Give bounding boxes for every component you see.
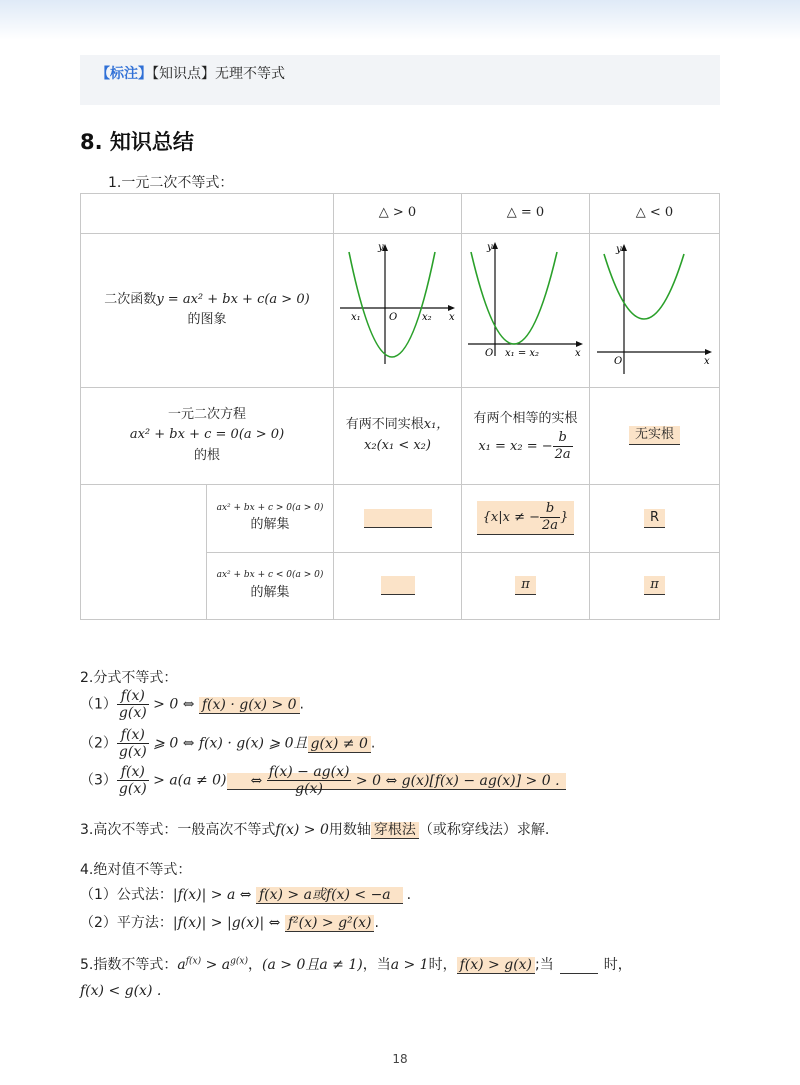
graph-cell-delta-positive [334, 234, 462, 388]
solution-lt-delta-positive [334, 552, 462, 619]
exponential-inequality-continuation: f(x) < g(x) . [80, 983, 162, 999]
parabola-two-roots-graph [335, 234, 461, 379]
solution-lt-label: ax² + bx + c < 0(a > 0) 的解集 [207, 552, 334, 619]
svg-text:x: x [703, 356, 710, 367]
solution-gt-label: ax² + bx + c > 0(a > 0) 的解集 [207, 484, 334, 552]
annotation-box [80, 55, 720, 105]
absolute-formula-answer: f(x) > a或f(x) < −a [256, 887, 403, 904]
fraction-rule-2: （2） $\frac{f(x)}{g(x)}$ ⩾ 0 ⇔ f(x) · g(x) ⩾ 0且 g(x) ≠ 0 . [80, 727, 376, 760]
solution-gt-delta-positive [334, 484, 462, 552]
solution-lt-delta-zero: π [462, 552, 590, 619]
fraction-rule-3-answer: ⇔ $\frac{f(x) - ag(x)}{g(x)}$ > 0 ⇔ g(x)[f(x) − ag(x)] > 0 . [227, 773, 566, 790]
section-title: 8. 知识总结 [80, 130, 194, 154]
table-row-graph [81, 234, 720, 388]
subsection-1-title: 1.一元二次不等式： [108, 175, 234, 191]
absolute-square-line: （2）平方法：|f(x)| > |g(x)| ⇔ f²(x) > g²(x) . [80, 915, 379, 931]
svg-text:x: x [448, 312, 455, 323]
graph-cell-delta-negative [590, 234, 720, 388]
svg-text:x₂: x₂ [421, 312, 432, 323]
svg-text:y: y [486, 242, 493, 253]
exponential-inequality-line: 5.指数不等式：$a^{f(x)} > a^{g(x)}$，(a > 0且a ≠ 1)，当a > 1时， f(x) > g(x) ;当 时， [80, 956, 632, 973]
solution-lt-delta-negative: π [590, 552, 720, 619]
root-crossing-method-answer: 穿根法 [371, 822, 419, 839]
roots-row-label: 一元二次方程 ax² + bx + c = 0(a > 0) 的根 [81, 387, 334, 484]
absolute-square-answer: f²(x) > g²(x) [285, 915, 375, 932]
header-delta-zero: △ = 0 [462, 194, 590, 234]
svg-text:x₁ = x₂: x₁ = x₂ [504, 348, 539, 359]
parabola-one-root-graph [463, 234, 589, 379]
annotation-tag: 【标注】 [96, 66, 152, 82]
solution-gt-delta-negative: R [590, 484, 720, 552]
svg-text:O: O [388, 312, 397, 323]
svg-text:x₁: x₁ [350, 312, 361, 323]
graph-row-label: 二次函数y = ax² + bx + c(a > 0) 的图象 [81, 234, 334, 388]
exponential-answer: f(x) > g(x) [457, 957, 535, 974]
roots-cell-delta-zero: 有两个相等的实根 x₁ = x₂ = − $\frac{b}{2a}$ [462, 387, 590, 484]
header-empty-cell [81, 194, 334, 234]
fraction-rule-2-answer: g(x) ≠ 0 [308, 736, 371, 753]
solution-gt-delta-zero: {x|x ≠ − $\frac{b}{2a}$ } [462, 484, 590, 552]
no-real-root-answer: 无实根 [629, 426, 680, 445]
svg-text:y: y [377, 242, 384, 253]
fraction-rule-1-answer: f(x) · g(x) > 0 [199, 697, 300, 714]
svg-text:O: O [613, 356, 622, 367]
high-order-inequality-line: 3.高次不等式：一般高次不等式f(x) > 0用数轴 穿根法 （或称穿线法）求解. [80, 822, 550, 838]
header-delta-positive: △ > 0 [334, 194, 462, 234]
table-row-solution-gt [81, 484, 720, 552]
quadratic-inequality-table [80, 193, 720, 620]
svg-text:x: x [574, 348, 581, 359]
roots-cell-delta-negative [590, 387, 720, 484]
top-band [0, 0, 800, 40]
table-header-row [81, 194, 720, 234]
table-row-roots [81, 387, 720, 484]
subsection-2-title: 2.分式不等式： [80, 670, 178, 686]
header-delta-negative: △ < 0 [590, 194, 720, 234]
exponential-blank [560, 957, 598, 974]
subsection-4-title: 4.绝对值不等式： [80, 862, 192, 878]
absolute-formula-line: （1）公式法：|f(x)| > a ⇔ f(x) > a或f(x) < −a . [80, 887, 412, 903]
fraction-rule-3: （3） $\frac{f(x)}{g(x)}$ > a(a ≠ 0) ⇔ $\frac{f(x) - ag(x)}{g(x)}$ > 0 ⇔ g(x)[f(x) − ag(x)] > 0 . [80, 764, 566, 797]
svg-text:y: y [615, 244, 622, 255]
annotation-text: 【知识点】无理不等式 [152, 66, 285, 82]
roots-cell-delta-positive: 有两不同实根x₁， x₂(x₁ < x₂) [334, 387, 462, 484]
graph-cell-delta-zero [462, 234, 590, 388]
fraction-rule-1: （1） $\frac{f(x)}{g(x)}$ > 0 ⇔ f(x) · g(x) > 0 . [80, 688, 304, 721]
page-number: 18 [392, 1052, 408, 1066]
parabola-no-root-graph [592, 234, 718, 379]
solution-merged-label-cell [81, 484, 207, 619]
svg-text:O: O [484, 348, 493, 359]
